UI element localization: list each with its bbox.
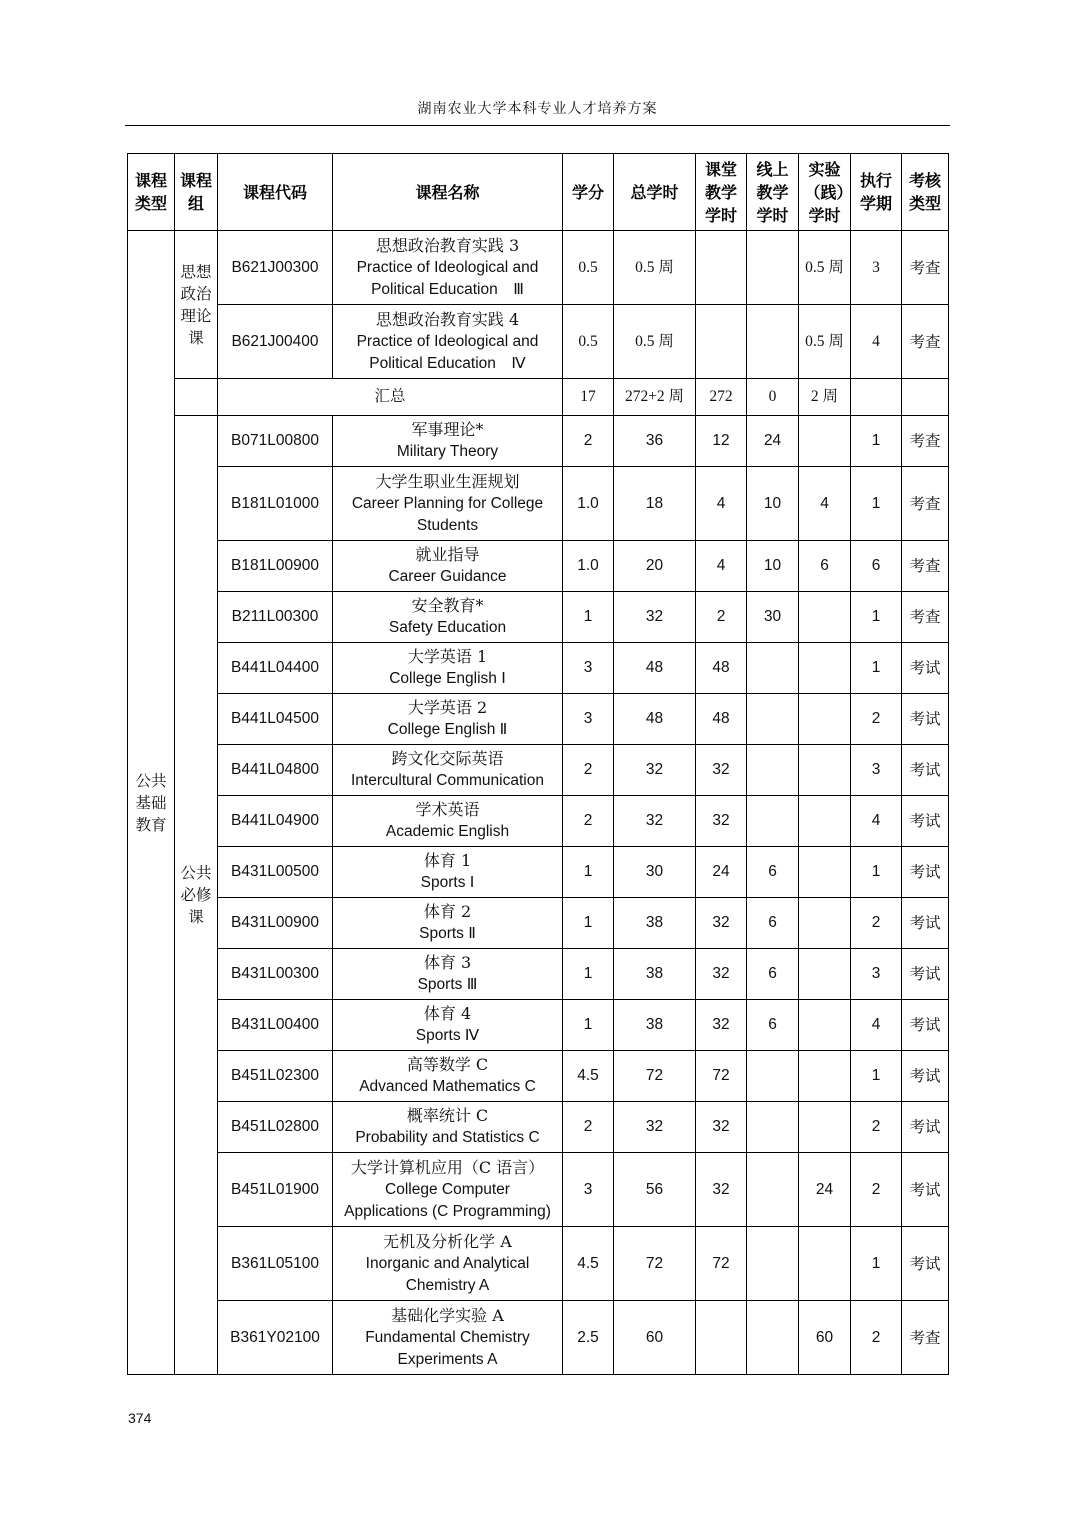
semester-cell: 4 xyxy=(851,305,902,379)
course-name-cn: 体育 4 xyxy=(423,1004,472,1023)
course-code: B451L01900 xyxy=(218,1153,333,1227)
course-name-cn: 就业指导 xyxy=(415,545,480,564)
assessment-cell: 考查 xyxy=(902,592,949,643)
lab-hours-cell xyxy=(799,694,851,745)
table-row xyxy=(128,643,949,694)
semester-cell: 3 xyxy=(851,949,902,1000)
lab-hours-cell xyxy=(799,643,851,694)
course-name-cn: 大学英语 1 xyxy=(407,647,488,666)
table-row xyxy=(128,898,949,949)
summary-credit: 17 xyxy=(563,379,614,416)
online-hours-cell xyxy=(747,1102,799,1153)
total-hours-cell: 48 xyxy=(614,694,696,745)
course-name-en: Political Education Ⅳ xyxy=(369,354,526,372)
online-hours-cell xyxy=(747,745,799,796)
header-credit: 学分 xyxy=(563,154,614,231)
online-hours-cell: 6 xyxy=(747,1000,799,1051)
semester-cell: 2 xyxy=(851,1301,902,1375)
table-row xyxy=(128,694,949,745)
online-hours-cell: 10 xyxy=(747,541,799,592)
course-name-cell xyxy=(333,643,563,694)
header-course-type: 课程类型 xyxy=(128,154,175,231)
assessment-cell: 考试 xyxy=(902,898,949,949)
total-hours-cell: 60 xyxy=(614,1301,696,1375)
lab-hours-cell xyxy=(799,898,851,949)
page-number: 374 xyxy=(128,1410,152,1426)
class-hours-cell: 32 xyxy=(696,745,747,796)
course-name-en: Students xyxy=(416,516,479,534)
lab-hours-cell xyxy=(799,1051,851,1102)
credit-cell: 4.5 xyxy=(563,1051,614,1102)
course-name-en: Probability and Statistics C xyxy=(355,1129,540,1146)
lab-hours-cell xyxy=(799,416,851,467)
course-name-en: Chemistry A xyxy=(405,1276,490,1294)
assessment-cell: 考查 xyxy=(902,416,949,467)
total-hours-cell: 32 xyxy=(614,1102,696,1153)
course-name-cell xyxy=(333,416,563,467)
course-name-cn: 跨文化交际英语 xyxy=(391,749,504,768)
credit-cell: 1 xyxy=(563,949,614,1000)
course-type-cell: 公共基础教育 xyxy=(128,231,175,1375)
class-hours-cell: 32 xyxy=(696,1153,747,1227)
assessment-cell: 考试 xyxy=(902,796,949,847)
table-row xyxy=(128,231,949,305)
semester-cell: 3 xyxy=(851,745,902,796)
assessment-cell: 考试 xyxy=(902,1000,949,1051)
course-name-cn: 体育 3 xyxy=(423,953,472,972)
header-course-code: 课程代码 xyxy=(218,154,333,231)
course-code: B441L04500 xyxy=(218,694,333,745)
semester-cell: 2 xyxy=(851,1153,902,1227)
semester-cell: 1 xyxy=(851,1227,902,1301)
running-header: 湖南农业大学本科专业人才培养方案 xyxy=(125,98,950,126)
group-politics-cell: 思想政治理论课 xyxy=(175,231,218,379)
header-course-name: 课程名称 xyxy=(333,154,563,231)
lab-hours-cell xyxy=(799,745,851,796)
lab-hours-cell: 0.5 周 xyxy=(799,231,851,305)
credit-cell: 0.5 xyxy=(563,231,614,305)
course-code: B071L00800 xyxy=(218,416,333,467)
lab-hours-cell xyxy=(799,1102,851,1153)
table-row xyxy=(128,305,949,379)
credit-cell: 2 xyxy=(563,416,614,467)
table-row xyxy=(128,949,949,1000)
class-hours-cell: 72 xyxy=(696,1227,747,1301)
online-hours-cell: 6 xyxy=(747,847,799,898)
course-name-cell xyxy=(333,1102,563,1153)
total-hours-cell: 72 xyxy=(614,1227,696,1301)
total-hours-cell: 0.5 周 xyxy=(614,305,696,379)
credit-cell: 3 xyxy=(563,1153,614,1227)
assessment-cell: 考试 xyxy=(902,1102,949,1153)
course-name-en: Career Guidance xyxy=(388,568,507,585)
assessment-cell: 考试 xyxy=(902,1051,949,1102)
total-hours-cell: 36 xyxy=(614,416,696,467)
course-code: B441L04900 xyxy=(218,796,333,847)
credit-cell: 0.5 xyxy=(563,305,614,379)
lab-hours-cell xyxy=(799,847,851,898)
course-name-en: Sports Ⅲ xyxy=(417,976,478,993)
course-name-cn: 大学英语 2 xyxy=(407,698,488,717)
group-required-cell: 公共必修课 xyxy=(175,416,218,1375)
lab-hours-cell xyxy=(799,949,851,1000)
class-hours-cell: 48 xyxy=(696,694,747,745)
online-hours-cell xyxy=(747,1227,799,1301)
course-name-cn: 基础化学实验 A xyxy=(391,1305,504,1325)
summary-group-spacer xyxy=(175,379,218,416)
class-hours-cell xyxy=(696,305,747,379)
table-row xyxy=(128,467,949,541)
total-hours-cell: 56 xyxy=(614,1153,696,1227)
course-name-cell xyxy=(333,1000,563,1051)
total-hours-cell: 32 xyxy=(614,592,696,643)
semester-cell: 1 xyxy=(851,592,902,643)
table-row xyxy=(128,1301,949,1375)
assessment-cell: 考试 xyxy=(902,847,949,898)
course-name-cell xyxy=(333,1227,563,1301)
summary-online-hours: 0 xyxy=(747,379,799,416)
summary-total-hours: 272+2 周 xyxy=(614,379,696,416)
semester-cell: 3 xyxy=(851,231,902,305)
class-hours-cell: 24 xyxy=(696,847,747,898)
semester-cell: 1 xyxy=(851,467,902,541)
semester-cell: 1 xyxy=(851,847,902,898)
course-code: B431L00500 xyxy=(218,847,333,898)
course-name-cell xyxy=(333,745,563,796)
total-hours-cell: 48 xyxy=(614,643,696,694)
credit-cell: 1 xyxy=(563,898,614,949)
total-hours-cell: 38 xyxy=(614,898,696,949)
online-hours-cell xyxy=(747,1153,799,1227)
online-hours-cell xyxy=(747,1301,799,1375)
class-hours-cell: 32 xyxy=(696,898,747,949)
table-row xyxy=(128,416,949,467)
summary-row xyxy=(128,379,949,416)
credit-cell: 1 xyxy=(563,592,614,643)
assessment-cell: 考试 xyxy=(902,694,949,745)
semester-cell: 2 xyxy=(851,1102,902,1153)
online-hours-cell: 6 xyxy=(747,949,799,1000)
course-name-cn: 高等数学 C xyxy=(406,1055,489,1074)
course-name-cell xyxy=(333,467,563,541)
credit-cell: 3 xyxy=(563,643,614,694)
semester-cell: 1 xyxy=(851,643,902,694)
class-hours-cell: 2 xyxy=(696,592,747,643)
course-table xyxy=(127,153,949,1375)
online-hours-cell xyxy=(747,643,799,694)
header-total-hours: 总学时 xyxy=(614,154,696,231)
course-name-cell xyxy=(333,1051,563,1102)
class-hours-cell: 4 xyxy=(696,467,747,541)
lab-hours-cell: 0.5 周 xyxy=(799,305,851,379)
table-row xyxy=(128,1102,949,1153)
assessment-cell: 考试 xyxy=(902,643,949,694)
course-name-cell xyxy=(333,796,563,847)
course-name-cell xyxy=(333,949,563,1000)
course-name-en: Applications (C Programming) xyxy=(344,1202,551,1220)
total-hours-cell: 20 xyxy=(614,541,696,592)
class-hours-cell: 32 xyxy=(696,1000,747,1051)
header-assessment: 考核类型 xyxy=(902,154,949,231)
course-code: B621J00300 xyxy=(218,231,333,305)
course-name-en: Sports Ⅱ xyxy=(419,925,476,942)
course-code: B361L05100 xyxy=(218,1227,333,1301)
credit-cell: 3 xyxy=(563,694,614,745)
assessment-cell: 考查 xyxy=(902,305,949,379)
online-hours-cell xyxy=(747,694,799,745)
header-course-group: 课程组 xyxy=(175,154,218,231)
lab-hours-cell xyxy=(799,1227,851,1301)
summary-class-hours: 272 xyxy=(696,379,747,416)
course-name-en: Political Education Ⅲ xyxy=(371,280,524,298)
course-name-cn: 大学生职业生涯规划 xyxy=(375,471,520,491)
class-hours-cell: 32 xyxy=(696,949,747,1000)
online-hours-cell: 30 xyxy=(747,592,799,643)
assessment-cell: 考查 xyxy=(902,1301,949,1375)
assessment-cell: 考查 xyxy=(902,541,949,592)
credit-cell: 1 xyxy=(563,847,614,898)
online-hours-cell xyxy=(747,305,799,379)
course-name-en: College English Ⅱ xyxy=(387,721,508,738)
course-name-en: Experiments A xyxy=(397,1350,498,1368)
table-row xyxy=(128,541,949,592)
credit-cell: 1.0 xyxy=(563,467,614,541)
credit-cell: 2 xyxy=(563,1102,614,1153)
course-name-en: Safety Education xyxy=(388,619,507,636)
total-hours-cell: 30 xyxy=(614,847,696,898)
course-name-cell xyxy=(333,1301,563,1375)
course-name-cell xyxy=(333,847,563,898)
table-row xyxy=(128,1153,949,1227)
assessment-cell: 考查 xyxy=(902,467,949,541)
total-hours-cell: 18 xyxy=(614,467,696,541)
class-hours-cell: 12 xyxy=(696,416,747,467)
table-row xyxy=(128,745,949,796)
table-row xyxy=(128,1227,949,1301)
course-name-en: Practice of Ideological and xyxy=(356,332,539,350)
credit-cell: 1 xyxy=(563,1000,614,1051)
online-hours-cell: 24 xyxy=(747,416,799,467)
semester-cell: 4 xyxy=(851,1000,902,1051)
semester-cell: 4 xyxy=(851,796,902,847)
course-code: B621J00400 xyxy=(218,305,333,379)
course-name-en: Career Planning for College xyxy=(351,494,544,512)
header-class-hours: 课堂教学学时 xyxy=(696,154,747,231)
course-code: B441L04400 xyxy=(218,643,333,694)
lab-hours-cell: 4 xyxy=(799,467,851,541)
header-semester: 执行学期 xyxy=(851,154,902,231)
total-hours-cell: 38 xyxy=(614,1000,696,1051)
course-name-en: College Computer xyxy=(385,1180,510,1198)
course-code: B211L00300 xyxy=(218,592,333,643)
lab-hours-cell: 24 xyxy=(799,1153,851,1227)
total-hours-cell: 0.5 周 xyxy=(614,231,696,305)
online-hours-cell: 10 xyxy=(747,467,799,541)
summary-assessment xyxy=(902,379,949,416)
semester-cell: 6 xyxy=(851,541,902,592)
class-hours-cell: 4 xyxy=(696,541,747,592)
online-hours-cell xyxy=(747,231,799,305)
course-name-cn: 大学计算机应用（C 语言） xyxy=(350,1157,545,1177)
total-hours-cell: 38 xyxy=(614,949,696,1000)
class-hours-cell: 72 xyxy=(696,1051,747,1102)
course-name-en: Inorganic and Analytical xyxy=(365,1254,530,1272)
credit-cell: 2 xyxy=(563,796,614,847)
course-name-cell xyxy=(333,231,563,305)
table-row xyxy=(128,592,949,643)
course-name-cn: 军事理论* xyxy=(411,420,484,439)
course-name-en: Practice of Ideological and xyxy=(356,258,539,276)
table-row xyxy=(128,847,949,898)
course-name-en: Sports Ⅳ xyxy=(415,1027,480,1044)
summary-label: 汇总 xyxy=(218,379,563,416)
course-name-cn: 概率统计 C xyxy=(406,1106,489,1125)
course-name-cell xyxy=(333,1153,563,1227)
course-name-en: Advanced Mathematics C xyxy=(359,1078,536,1095)
course-name-cell xyxy=(333,898,563,949)
header-online-hours: 线上教学学时 xyxy=(747,154,799,231)
course-name-cell xyxy=(333,592,563,643)
total-hours-cell: 32 xyxy=(614,745,696,796)
course-code: B451L02300 xyxy=(218,1051,333,1102)
lab-hours-cell xyxy=(799,592,851,643)
online-hours-cell: 6 xyxy=(747,898,799,949)
course-name-cn: 学术英语 xyxy=(415,800,480,819)
online-hours-cell xyxy=(747,1051,799,1102)
course-name-cell xyxy=(333,694,563,745)
course-name-en: Intercultural Communication xyxy=(351,772,544,789)
assessment-cell: 考试 xyxy=(902,1227,949,1301)
semester-cell: 1 xyxy=(851,1051,902,1102)
course-name-cell xyxy=(333,541,563,592)
table-row xyxy=(128,1000,949,1051)
lab-hours-cell: 60 xyxy=(799,1301,851,1375)
assessment-cell: 考查 xyxy=(902,231,949,305)
lab-hours-cell xyxy=(799,796,851,847)
table-row xyxy=(128,796,949,847)
header-row xyxy=(128,154,949,231)
total-hours-cell: 72 xyxy=(614,1051,696,1102)
credit-cell: 1.0 xyxy=(563,541,614,592)
semester-cell: 1 xyxy=(851,416,902,467)
course-code: B361Y02100 xyxy=(218,1301,333,1375)
class-hours-cell: 32 xyxy=(696,796,747,847)
online-hours-cell xyxy=(747,796,799,847)
summary-lab-hours: 2 周 xyxy=(799,379,851,416)
table-row xyxy=(128,1051,949,1102)
assessment-cell: 考试 xyxy=(902,745,949,796)
course-name-en: College English Ⅰ xyxy=(389,670,506,687)
semester-cell: 2 xyxy=(851,694,902,745)
course-code: B181L01000 xyxy=(218,467,333,541)
course-name-en: Military Theory xyxy=(396,443,499,460)
course-code: B431L00900 xyxy=(218,898,333,949)
class-hours-cell xyxy=(696,231,747,305)
course-name-cn: 思想政治教育实践 3 xyxy=(375,235,520,255)
credit-cell: 4.5 xyxy=(563,1227,614,1301)
class-hours-cell xyxy=(696,1301,747,1375)
credit-cell: 2 xyxy=(563,745,614,796)
class-hours-cell: 32 xyxy=(696,1102,747,1153)
course-name-cn: 无机及分析化学 A xyxy=(383,1231,512,1251)
course-name-cell xyxy=(333,305,563,379)
credit-cell: 2.5 xyxy=(563,1301,614,1375)
assessment-cell: 考试 xyxy=(902,949,949,1000)
total-hours-cell: 32 xyxy=(614,796,696,847)
lab-hours-cell: 6 xyxy=(799,541,851,592)
course-code: B431L00300 xyxy=(218,949,333,1000)
course-code: B431L00400 xyxy=(218,1000,333,1051)
lab-hours-cell xyxy=(799,1000,851,1051)
course-name-en: Sports Ⅰ xyxy=(420,874,475,891)
course-name-en: Fundamental Chemistry xyxy=(365,1328,530,1346)
course-name-cn: 安全教育* xyxy=(411,596,484,615)
course-name-cn: 思想政治教育实践 4 xyxy=(375,309,520,329)
assessment-cell: 考试 xyxy=(902,1153,949,1227)
course-code: B181L00900 xyxy=(218,541,333,592)
class-hours-cell: 48 xyxy=(696,643,747,694)
course-name-en: Academic English xyxy=(385,823,510,840)
summary-semester xyxy=(851,379,902,416)
header-lab-hours: 实验（践）学时 xyxy=(799,154,851,231)
course-name-cn: 体育 1 xyxy=(423,851,472,870)
course-code: B451L02800 xyxy=(218,1102,333,1153)
course-name-cn: 体育 2 xyxy=(423,902,472,921)
semester-cell: 2 xyxy=(851,898,902,949)
course-code: B441L04800 xyxy=(218,745,333,796)
